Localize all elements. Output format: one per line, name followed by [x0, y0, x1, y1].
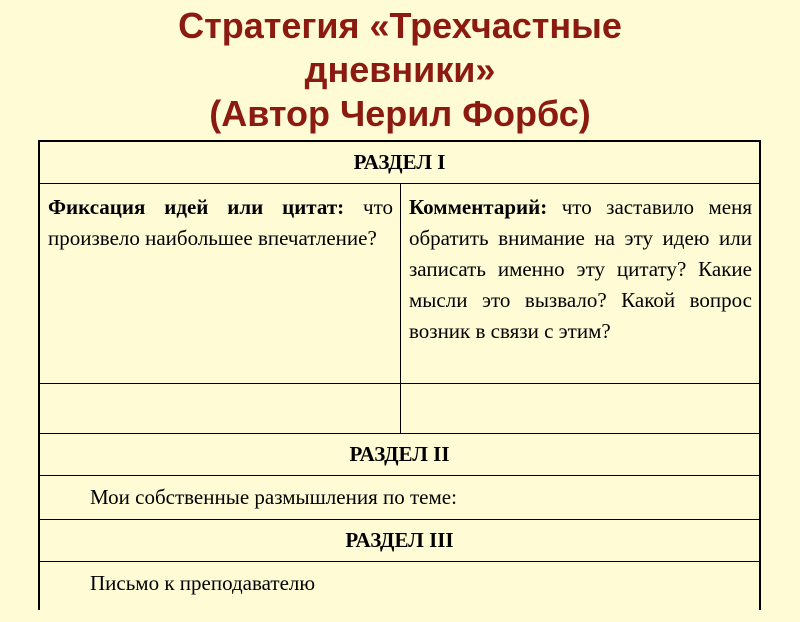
- quotes-description: что произвело наибольшее впечатление?: [48, 195, 393, 250]
- section-3-text: Письмо к преподавателю: [90, 571, 316, 595]
- section-2-text: Мои собственные размышления по теме:: [90, 485, 457, 509]
- section-3-heading: РАЗДЕЛ III: [40, 520, 759, 562]
- empty-cell-left[interactable]: [40, 384, 401, 433]
- empty-row: [40, 384, 759, 434]
- comment-text: [409, 192, 752, 347]
- comment-cell: [401, 184, 759, 383]
- quotes-text: [48, 192, 393, 254]
- quotes-cell: [40, 184, 401, 383]
- quotes-label: Фиксация идей или цитат:: [48, 195, 345, 219]
- title-line-2: дневники»: [304, 49, 496, 90]
- diary-table: [38, 140, 761, 610]
- empty-cell-right[interactable]: [401, 384, 759, 433]
- section-3-row: [40, 562, 759, 622]
- section-2-row: [40, 476, 759, 520]
- title-line-1: Стратегия «Трехчастные: [178, 5, 622, 46]
- page-title: [0, 4, 800, 136]
- comment-label: Комментарий:: [409, 195, 548, 219]
- section-1-heading: РАЗДЕЛ I: [40, 142, 759, 184]
- title-line-3: (Автор Черил Форбс): [209, 93, 591, 134]
- section-2-heading: РАЗДЕЛ II: [40, 434, 759, 476]
- section-1-row: [40, 184, 759, 384]
- comment-description: что заставило меня обратить внимание на эту идею или записать именно эту цитату? Какие мысли это вызвало? Какой вопрос возник в связи с этим?: [409, 195, 752, 343]
